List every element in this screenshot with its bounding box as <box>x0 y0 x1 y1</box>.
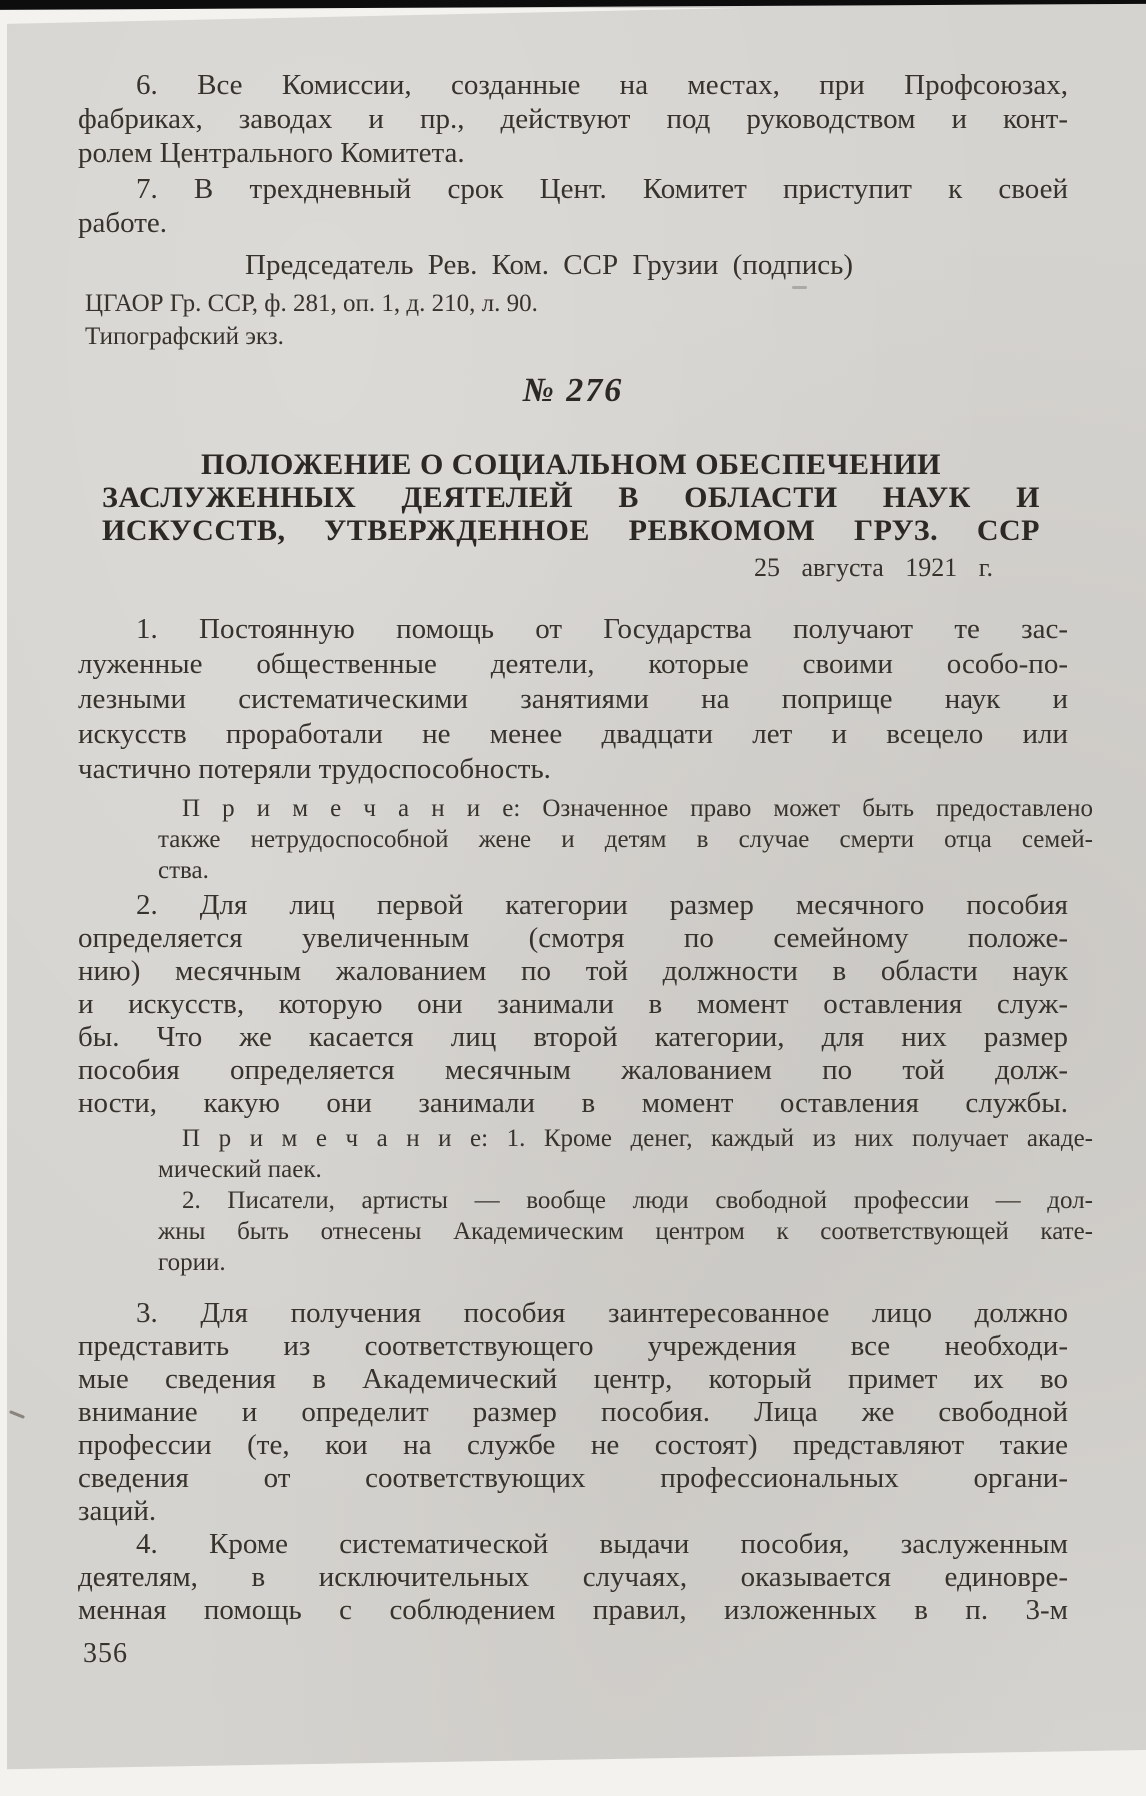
article-4 <box>78 1528 1068 1627</box>
scan-speck <box>9 1410 25 1419</box>
text-line: внимание и определит размер пособия. Лица же свободной <box>78 1396 1068 1428</box>
article-1-note <box>158 793 1093 886</box>
text-line: нию) месячным жалованием по той должности в области наук <box>78 955 1068 987</box>
text-line: сведения от соответствующих профессиональных органи- <box>78 1462 1068 1494</box>
document-number-text: № 276 <box>522 372 624 409</box>
text-line: 7. В трехдневный срок Цент. Комитет приступит к своей <box>136 173 1068 205</box>
scan-speck <box>792 286 807 289</box>
text-line: и искусств, которую они занимали в момент оставления служ- <box>78 988 1068 1020</box>
print-copy-note <box>85 321 1075 352</box>
document-title <box>102 448 1040 547</box>
text-line: работе. <box>78 207 168 239</box>
article-2-note <box>158 1123 1093 1278</box>
document-date <box>78 552 1068 583</box>
document-number <box>0 372 1146 410</box>
signature-text: Председатель Рев. Ком. ССР Грузии (подпись) <box>245 249 854 281</box>
note-line: 2. Писатели, артисты — вообще люди свободной профессии — дол- <box>182 1187 1093 1214</box>
text-line: определяется увеличенным (смотря по семейному положе- <box>78 922 1068 954</box>
paragraph-7 <box>78 172 1068 240</box>
note-line: П р и м е ч а н и е: Означенное право может быть предоставлено <box>182 795 1093 822</box>
title-line: ПОЛОЖЕНИЕ О СОЦИАЛЬНОМ ОБЕСПЕЧЕНИИ <box>200 448 942 481</box>
text-line: искусств проработали не менее двадцати лет и всецело или <box>78 718 1068 750</box>
text-line: 3. Для получения пособия заинтересованное лицо должно <box>136 1297 1068 1329</box>
note-line: П р и м е ч а н и е: 1. Кроме денег, каждый из них получает акаде- <box>182 1125 1093 1152</box>
page-number <box>83 1638 1073 1670</box>
title-line: ИСКУССТВ, УТВЕРЖДЕННОЕ РЕВКОМОМ ГРУЗ. ССР <box>102 514 1040 547</box>
text-line: профессии (те, кои на службе не состоят) представляют такие <box>78 1429 1068 1461</box>
note-line: жны быть отнесены Академическим центром к соответствующей кате- <box>158 1218 1093 1245</box>
archive-reference <box>85 288 1075 319</box>
text-line: 2. Для лиц первой категории размер месячного пособия <box>136 889 1068 921</box>
page-number-text: 356 <box>83 1638 128 1669</box>
text-line: частично потеряли трудоспособность. <box>78 753 551 785</box>
note-line: гории. <box>158 1249 226 1276</box>
text-line: 4. Кроме систематической выдачи пособия, заслуженным <box>136 1528 1068 1560</box>
text-line: 1. Постоянную помощь от Государства получают те зас- <box>136 613 1068 645</box>
text-line: 6. Все Комиссии, созданные на местах, при Профсоюзах, <box>136 69 1068 101</box>
archive-reference-text: ЦГАОР Гр. ССР, ф. 281, оп. 1, д. 210, л. 90. <box>85 290 538 317</box>
text-line: мые сведения в Академический центр, который примет их во <box>78 1363 1068 1395</box>
text-line: ности, какую они занимали в момент оставления службы. <box>78 1087 1068 1119</box>
scan-edge-left <box>0 0 7 1796</box>
note-line: ства. <box>158 857 209 884</box>
print-copy-note-text: Типографский экз. <box>85 323 284 350</box>
scan-corner-top-left <box>0 8 740 24</box>
text-line: пособия определяется месячным жалованием по той долж- <box>78 1054 1068 1086</box>
text-line: фабриках, заводах и пр., действуют под руководством и конт- <box>78 103 1068 135</box>
note-line: также нетрудоспособной жене и детям в случае смерти отца семей- <box>158 826 1093 853</box>
scan-edge-bottom <box>0 1750 1146 1796</box>
text-line: деятелям, в исключительных случаях, оказывается единовре- <box>78 1561 1068 1593</box>
text-line: бы. Что же касается лиц второй категории, для них размер <box>78 1021 1068 1053</box>
title-line: ЗАСЛУЖЕННЫХ ДЕЯТЕЛЕЙ В ОБЛАСТИ НАУК И <box>102 481 1040 514</box>
note-line: мический паек. <box>158 1156 322 1183</box>
text-line: представить из соответствующего учреждения все необходи- <box>78 1330 1068 1362</box>
text-line: луженные общественные деятели, которые своими особо-по- <box>78 648 1068 680</box>
text-line: лезными систематическими занятиями на поприще наук и <box>78 683 1068 715</box>
text-line: ролем Центрального Комитета. <box>78 137 465 169</box>
article-1 <box>78 612 1068 787</box>
text-line: менная помощь с соблюдением правил, изложенных в п. 3-м <box>78 1594 1068 1626</box>
article-2 <box>78 889 1068 1120</box>
article-3 <box>78 1297 1068 1528</box>
text-line: заций. <box>78 1495 157 1527</box>
signature-line <box>78 248 1068 282</box>
document-date-text: 25 августа 1921 г. <box>754 553 993 582</box>
paragraph-6 <box>78 68 1068 170</box>
